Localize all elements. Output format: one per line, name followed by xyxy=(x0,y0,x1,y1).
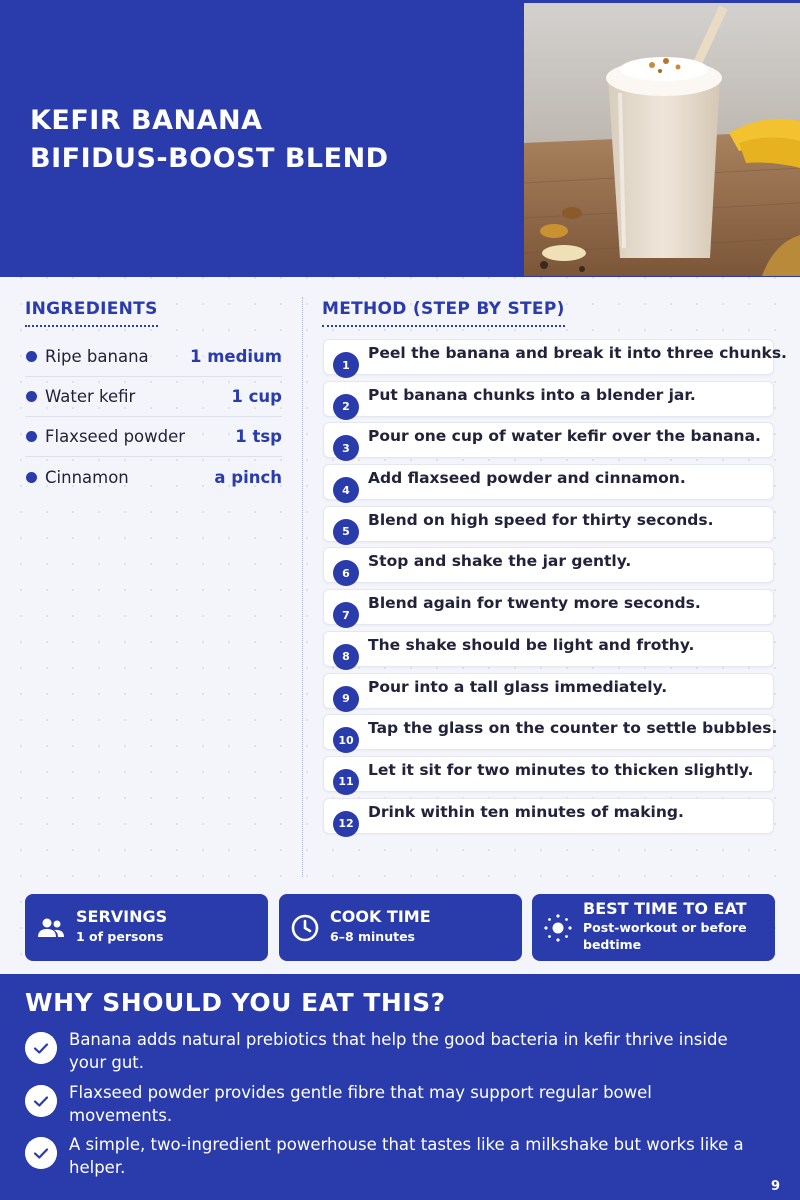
ingredient-row xyxy=(25,457,282,497)
best-time-value-line-1: Post-workout or before xyxy=(583,920,747,935)
bullet-icon xyxy=(26,391,37,402)
smoothie-illustration xyxy=(524,3,800,276)
recipe-title xyxy=(30,102,510,178)
step-text: Blend again for twenty more seconds. xyxy=(368,594,701,613)
recipe-content xyxy=(0,277,800,974)
method-step xyxy=(323,673,774,709)
servings-card xyxy=(25,894,268,961)
method-step xyxy=(323,381,774,417)
method-heading: METHOD (STEP BY STEP) xyxy=(322,299,565,327)
benefit-text-line: A simple, two-ingredient powerhouse that tastes like a milkshake but works like a xyxy=(69,1135,744,1154)
method-step xyxy=(323,506,774,542)
method-step xyxy=(323,714,778,750)
method-step xyxy=(323,798,774,834)
check-icon xyxy=(25,1137,57,1169)
step-number-badge: 5 xyxy=(333,519,359,545)
ingredient-row xyxy=(25,337,282,377)
cook-time-label: COOK TIME xyxy=(330,907,431,926)
smoothie-photo xyxy=(524,3,800,276)
step-number-badge: 6 xyxy=(333,560,359,586)
ingredient-row xyxy=(25,377,282,417)
check-icon xyxy=(25,1085,57,1117)
step-text: Put banana chunks into a blender jar. xyxy=(368,385,696,404)
step-text: Pour one cup of water kefir over the banana. xyxy=(368,427,761,446)
benefit-item xyxy=(25,1028,785,1076)
step-number-badge: 4 xyxy=(333,477,359,503)
step-number-badge: 1 xyxy=(333,352,359,378)
benefit-text-line: Flaxseed powder provides gentle fibre that may support regular bowel xyxy=(69,1083,652,1102)
method-step xyxy=(323,756,774,792)
ingredient-quantity: 1 medium xyxy=(189,347,282,366)
step-number-badge: 2 xyxy=(333,394,359,420)
best-time-card xyxy=(532,894,775,961)
column-divider xyxy=(302,297,303,877)
ingredient-quantity: a pinch xyxy=(214,467,282,487)
recipe-info-cards xyxy=(25,894,775,961)
method-step xyxy=(323,422,774,458)
bullet-icon xyxy=(26,472,37,483)
step-number-badge: 10 xyxy=(333,727,359,753)
benefit-text-line: helper. xyxy=(69,1158,126,1177)
step-text: The shake should be light and frothy. xyxy=(368,635,695,654)
benefit-item xyxy=(25,1081,785,1129)
recipe-title-line-2: BIFIDUS-BOOST BLEND xyxy=(30,143,389,174)
step-text: Let it sit for two minutes to thicken slightly. xyxy=(368,760,754,779)
method-step xyxy=(323,464,774,500)
benefit-text-line: Banana adds natural prebiotics that help the good bacteria in kefir thrive inside xyxy=(69,1030,728,1049)
step-text: Blend on high speed for thirty seconds. xyxy=(368,510,714,529)
step-number-badge: 7 xyxy=(333,602,359,628)
ingredient-name: Cinnamon xyxy=(45,467,129,487)
method-steps xyxy=(323,339,787,839)
sun-icon xyxy=(542,912,574,944)
step-number-badge: 12 xyxy=(333,811,359,837)
step-text: Pour into a tall glass immediately. xyxy=(368,677,668,696)
ingredients-heading: INGREDIENTS xyxy=(25,299,158,327)
method-step xyxy=(323,589,774,625)
cook-time-value: 6–8 minutes xyxy=(330,929,415,944)
benefit-text xyxy=(69,1081,779,1127)
best-time-label: BEST TIME TO EAT xyxy=(583,899,747,918)
header-banner xyxy=(0,0,800,277)
servings-value: 1 of persons xyxy=(76,929,164,944)
bullet-icon xyxy=(26,351,37,362)
step-number-badge: 8 xyxy=(333,644,359,670)
step-text: Drink within ten minutes of making. xyxy=(368,802,684,821)
benefit-text-line: your gut. xyxy=(69,1053,144,1072)
ingredient-name: Water kefir xyxy=(45,387,136,406)
benefits-title: WHY SHOULD YOU EAT THIS? xyxy=(25,988,446,1017)
benefits-section xyxy=(0,974,800,1200)
ingredient-row xyxy=(25,417,282,457)
ingredient-quantity: 1 cup xyxy=(231,387,282,406)
step-number-badge: 3 xyxy=(333,435,359,461)
clock-icon xyxy=(289,912,321,944)
method-step xyxy=(323,631,774,667)
benefit-text xyxy=(69,1133,779,1179)
page-number: 9 xyxy=(770,1179,780,1194)
people-icon xyxy=(35,912,67,944)
step-text: Add flaxseed powder and cinnamon. xyxy=(368,469,686,488)
servings-label: SERVINGS xyxy=(76,907,168,926)
step-number-badge: 11 xyxy=(333,769,359,795)
benefit-item xyxy=(25,1133,785,1181)
recipe-title-line-1: KEFIR BANANA xyxy=(30,105,263,136)
method-step xyxy=(323,339,787,375)
ingredient-name: Ripe banana xyxy=(45,347,149,366)
step-number-badge: 9 xyxy=(333,686,359,712)
ingredient-name: Flaxseed powder xyxy=(45,427,186,446)
benefit-text-line: movements. xyxy=(69,1106,173,1125)
benefit-text xyxy=(69,1028,779,1074)
method-step xyxy=(323,547,774,583)
ingredients-list xyxy=(25,337,282,497)
check-icon xyxy=(25,1032,57,1064)
best-time-value-line-2: bedtime xyxy=(583,937,642,952)
step-text: Stop and shake the jar gently. xyxy=(368,552,632,571)
step-text: Peel the banana and break it into three chunks. xyxy=(368,344,787,362)
step-text: Tap the glass on the counter to settle bubbles. xyxy=(368,719,778,738)
ingredient-quantity: 1 tsp xyxy=(235,427,282,446)
cook-time-card xyxy=(279,894,522,961)
bullet-icon xyxy=(26,431,37,442)
